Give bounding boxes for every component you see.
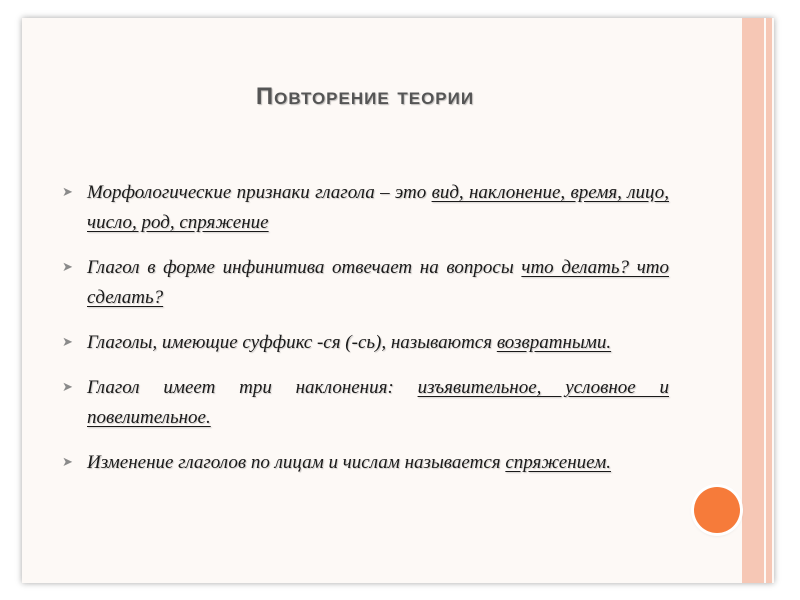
bullet-underlined-text: спряжением. [505, 452, 611, 473]
bullet-text: Морфологические признаки глагола – это [87, 182, 432, 203]
bullet-item-2 [62, 253, 669, 313]
bullet-item-5 [62, 448, 669, 478]
bullet-item-3 [62, 328, 669, 358]
bullet-list [62, 178, 669, 493]
bullet-text: Глагол имеет три наклонения: [87, 377, 418, 398]
arrow-right-icon: ➤ [62, 185, 73, 200]
bullet-underlined-text: что делать? что сделать? [87, 257, 669, 308]
bullet-text: Изменение глаголов по лицам и числам называется [87, 452, 506, 473]
decorative-circle [694, 487, 740, 533]
arrow-right-icon: ➤ [62, 380, 73, 395]
bullet-underlined-text: вид, наклонение, время, лицо, число, род, спряжение [87, 182, 670, 233]
bullet-text: Глаголы, имеющие суффикс -ся (-сь), называются [87, 332, 497, 353]
bullet-underlined-text: возвратными. [496, 332, 612, 353]
arrow-right-icon: ➤ [62, 335, 73, 350]
bullet-item-4 [62, 373, 669, 433]
bullet-underlined-text: изъявительное, условное и повелительное. [87, 377, 669, 428]
bullet-item-1 [62, 178, 669, 238]
bullet-text: Глагол в форме инфинитива отвечает на вопросы [87, 257, 522, 278]
arrow-right-icon: ➤ [62, 260, 73, 275]
decorative-stripe-thin [766, 18, 772, 583]
slide-title: Повторение теории [255, 83, 475, 110]
decorative-stripe-wide [742, 18, 764, 583]
arrow-right-icon: ➤ [62, 455, 73, 470]
